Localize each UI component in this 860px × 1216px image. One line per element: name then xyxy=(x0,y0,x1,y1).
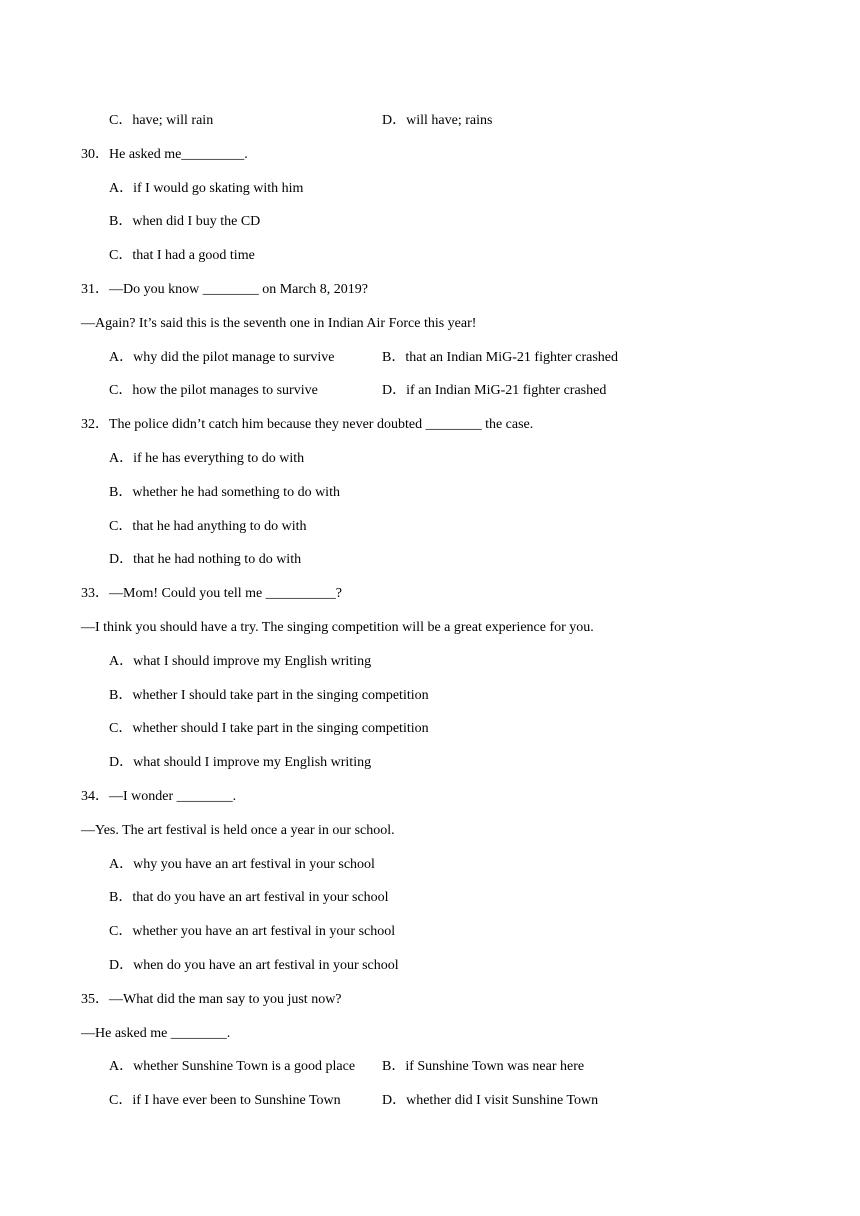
option-30b: B．when did I buy the CD xyxy=(109,214,261,229)
option-33d: D．what should I improve my English writing xyxy=(109,755,372,770)
question-33-dialogue: —I think you should have a try. The singing competition will be a great experience for you. xyxy=(81,620,594,635)
question-31-stem: 31．—Do you know ________ on March 8, 2019? xyxy=(81,282,368,297)
option-35a: A．whether Sunshine Town is a good place xyxy=(109,1059,356,1074)
option-31d: D．if an Indian MiG-21 fighter crashed xyxy=(382,383,607,398)
option-34b: B．that do you have an art festival in your school xyxy=(109,890,389,905)
option-32d: D．that he had nothing to do with xyxy=(109,552,302,567)
option-29c: C．have; will rain xyxy=(109,113,214,128)
option-34a: A．why you have an art festival in your school xyxy=(109,857,375,872)
option-34d: D．when do you have an art festival in your school xyxy=(109,958,399,973)
question-35-dialogue: —He asked me ________. xyxy=(81,1026,231,1041)
question-35-stem: 35．—What did the man say to you just now? xyxy=(81,992,342,1007)
question-30-stem: 30．He asked me_________. xyxy=(81,147,248,162)
option-33a: A．what I should improve my English writing xyxy=(109,654,372,669)
question-33-stem: 33．—Mom! Could you tell me __________? xyxy=(81,586,342,601)
option-31a: A．why did the pilot manage to survive xyxy=(109,350,335,365)
option-35c: C．if I have ever been to Sunshine Town xyxy=(109,1093,341,1108)
option-30c: C．that I had a good time xyxy=(109,248,255,263)
option-33c: C．whether should I take part in the singing competition xyxy=(109,721,429,736)
question-31-dialogue: —Again? It’s said this is the seventh one in Indian Air Force this year! xyxy=(81,316,477,331)
option-32a: A．if he has everything to do with xyxy=(109,451,305,466)
option-31b: B．that an Indian MiG-21 fighter crashed xyxy=(382,350,618,365)
question-32-stem: 32．The police didn’t catch him because they never doubted ________ the case. xyxy=(81,417,534,432)
option-29d: D．will have; rains xyxy=(382,113,493,128)
question-34-dialogue: —Yes. The art festival is held once a year in our school. xyxy=(81,823,395,838)
option-34c: C．whether you have an art festival in your school xyxy=(109,924,396,939)
option-33b: B．whether I should take part in the singing competition xyxy=(109,688,429,703)
option-35b: B．if Sunshine Town was near here xyxy=(382,1059,585,1074)
option-31c: C．how the pilot manages to survive xyxy=(109,383,318,398)
option-32b: B．whether he had something to do with xyxy=(109,485,340,500)
question-34-stem: 34．—I wonder ________. xyxy=(81,789,237,804)
option-35d: D．whether did I visit Sunshine Town xyxy=(382,1093,599,1108)
option-30a: A．if I would go skating with him xyxy=(109,181,304,196)
option-32c: C．that he had anything to do with xyxy=(109,519,307,534)
